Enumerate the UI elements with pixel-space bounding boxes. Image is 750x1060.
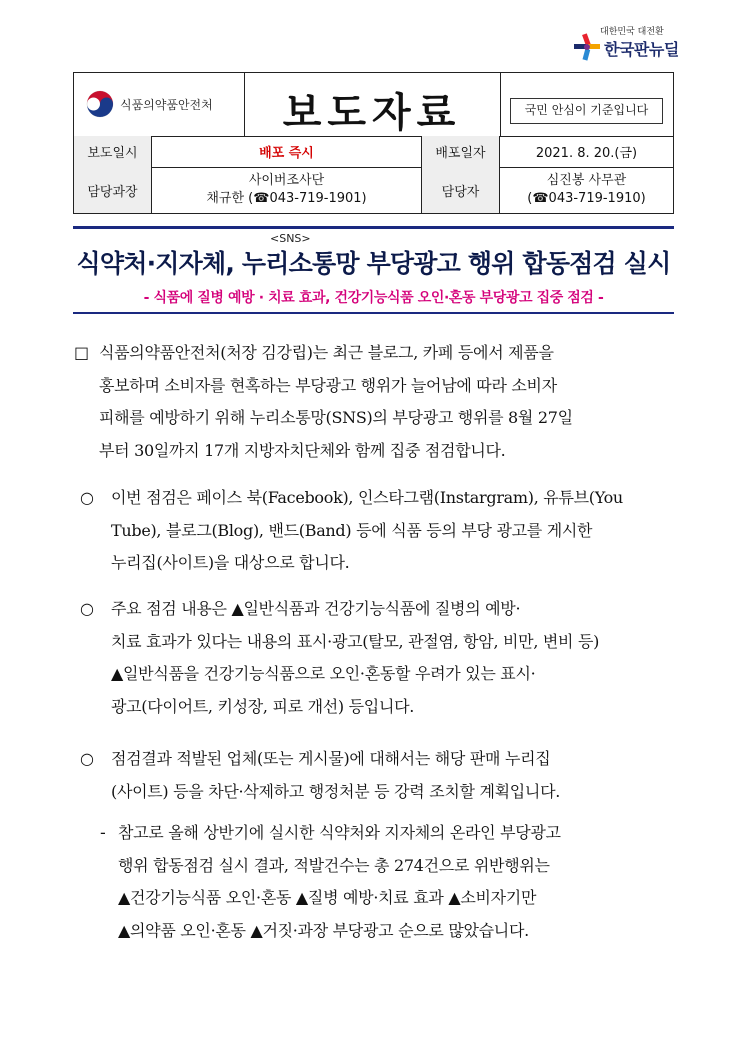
contact-name: 심진봉 사무관 <box>546 173 627 188</box>
title-cell <box>244 73 501 136</box>
dash-bullet: - <box>100 823 106 842</box>
paragraph-line: ▲일반식품을 건강기능식품으로 오인·혼동할 우려가 있는 표시· <box>111 664 536 683</box>
dept-value <box>152 167 422 213</box>
contact-row <box>74 167 673 213</box>
dept-label: 담당과장 <box>74 167 152 213</box>
headline-ruby: <SNS> <box>270 232 311 245</box>
headline-bottom-rule <box>73 312 674 314</box>
square-bullet: □ <box>74 343 90 362</box>
paragraph-line: 누리집(사이트)을 대상으로 합니다. <box>111 553 350 572</box>
dept-name: 사이버조사단 <box>248 173 325 188</box>
brand-name: 한국판뉴딜 <box>604 40 679 59</box>
press-release-header <box>73 72 674 214</box>
circle-bullet: ○ <box>80 488 94 507</box>
paragraph-line: ▲의약품 오인·혼동 ▲거짓·과장 부당광고 순으로 많았습니다. <box>118 920 529 940</box>
paragraph-line: 부터 30일까지 17개 지방자치단체와 함께 집중 점검합니다. <box>99 440 506 460</box>
korea-emblem-icon <box>86 90 114 118</box>
paragraph-1 <box>99 337 573 467</box>
new-deal-logo-icon <box>572 32 602 62</box>
paragraph-line: 피해를 예방하기 위해 누리소통망(SNS)의 부당광고 행위를 8월 27일 <box>99 408 573 427</box>
paragraph-line: 치료 효과가 있다는 내용의 표시·광고(탈모, 관절염, 항암, 비만, 변비 등) <box>111 631 600 651</box>
dist-value: 2021. 8. 20.(금) <box>535 146 638 161</box>
headline-top-rule <box>73 226 674 229</box>
paragraph-line: 주요 점검 내용은 ▲일반식품과 건강기능식품에 질병의 예방· <box>111 599 521 618</box>
paragraph-line: (사이트) 등을 차단·삭제하고 행정처분 등 강력 조치할 계획입니다. <box>111 781 561 801</box>
circle-bullet: ○ <box>80 749 94 768</box>
paragraph-line: 홍보하며 소비자를 현혹하는 부당광고 행위가 늘어남에 따라 소비자 <box>99 375 557 395</box>
paragraph-line: ▲건강기능식품 오인·혼동 ▲질병 예방·치료 효과 ▲소비자기만 <box>118 888 537 907</box>
paragraph-line: 식품의약품안전처(처장 김강립)는 최근 블로그, 카페 등에서 제품을 <box>99 343 554 362</box>
agency-name: 식품의약품안전처 <box>120 98 213 112</box>
paragraph-line: 참고로 올해 상반기에 실시한 식약처와 지자체의 온라인 부당광고 <box>118 823 561 842</box>
paragraph-line: 점검결과 적발된 업체(또는 게시물)에 대해서는 해당 판매 누리집 <box>111 749 551 768</box>
contact-phone: (☎043-719-1910) <box>527 191 646 206</box>
paragraph-line: 이번 점검은 페이스 북(Facebook), 인스타그램(Instargram), 유튜브(You <box>111 488 623 507</box>
contact-label: 담당자 <box>422 167 500 213</box>
brand-tagline: 대한민국 대전환 <box>600 27 664 37</box>
slogan: 국민 안심이 기준입니다 <box>510 98 663 124</box>
headline-subtitle: - 식품에 질병 예방 · 치료 효과, 건강기능식품 오인·혼동 부당광고 집중 점검 - <box>143 290 604 306</box>
headline-title: 식약처·지자체, 누리소통망 부당광고 행위 합동점검 실시 <box>76 249 671 278</box>
paragraph-line: 행위 합동점검 실시 결과, 적발건수는 총 274건으로 위반행위는 <box>118 855 550 875</box>
paragraph-4 <box>111 743 560 808</box>
paragraph-line: Tube), 블로그(Blog), 밴드(Band) 등에 식품 등의 부당 광고를 게시한 <box>111 520 593 540</box>
paragraph-2 <box>111 482 623 580</box>
header-top-row <box>74 73 673 137</box>
paragraph-line: 광고(다이어트, 키성장, 피로 개선) 등입니다. <box>111 696 415 716</box>
paragraph-5 <box>118 817 561 947</box>
dist-label: 배포일자 <box>422 136 500 167</box>
release-label: 보도일시 <box>74 136 152 167</box>
release-value: 배포 즉시 <box>152 136 422 167</box>
agency-cell <box>74 73 245 136</box>
release-row <box>74 136 673 168</box>
new-deal-logo <box>572 24 682 72</box>
circle-bullet: ○ <box>80 599 94 618</box>
contact-value <box>500 167 673 213</box>
slogan-cell <box>500 73 673 136</box>
paragraph-3 <box>111 593 599 723</box>
document-title: 보도자료 <box>282 90 462 136</box>
dept-head: 채규한 (☎043-719-1901) <box>206 191 367 206</box>
